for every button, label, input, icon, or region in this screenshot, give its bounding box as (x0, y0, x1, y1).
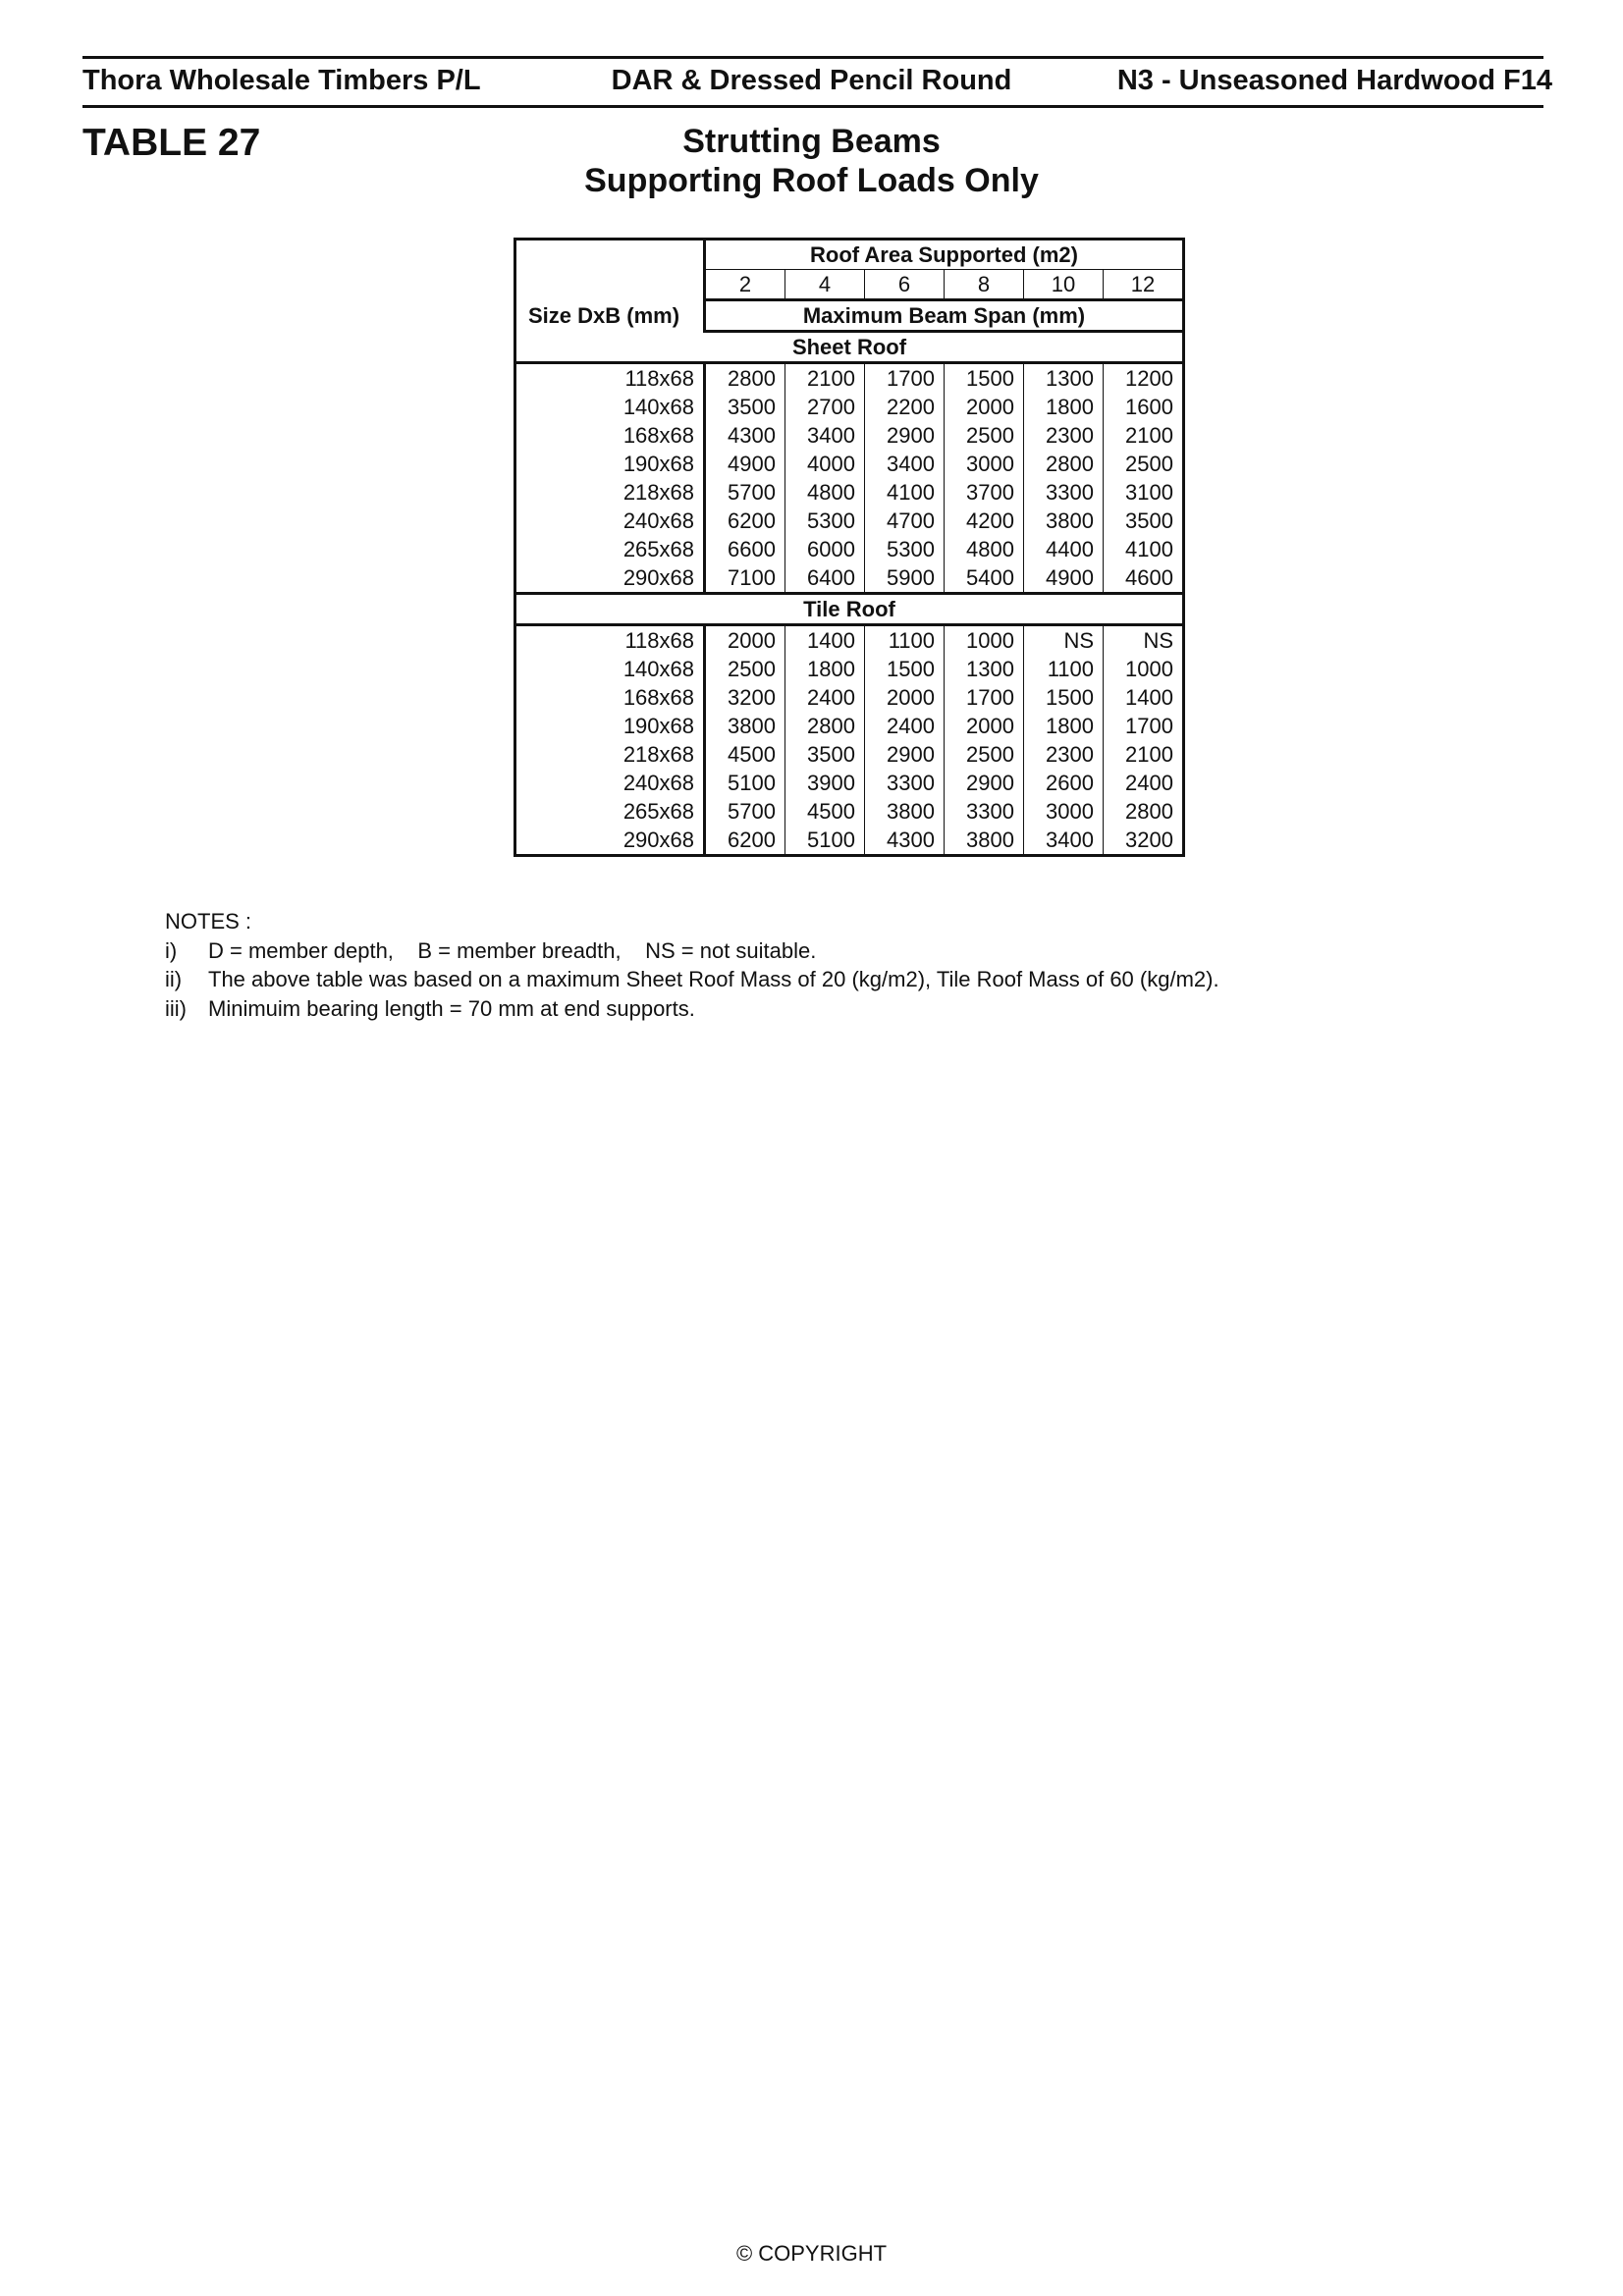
header-grade: N3 - Unseasoned Hardwood F14 (1116, 65, 1552, 96)
span-cell: 2100 (785, 363, 865, 394)
note-text: The above table was based on a maximum Sheet Roof Mass of 20 (kg/m2), Tile Roof Mass of 60 (kg/m2). (208, 967, 1219, 991)
span-table-body (515, 240, 1184, 856)
span-cell: 4500 (785, 797, 865, 826)
size-cell: 118x68 (515, 363, 705, 394)
size-cell: 118x68 (515, 625, 705, 656)
span-cell: 1700 (865, 363, 945, 394)
size-cell: 190x68 (515, 450, 705, 478)
table-row (515, 421, 1184, 450)
span-cell: 2900 (865, 421, 945, 450)
span-cell: 2000 (945, 712, 1024, 740)
span-cell: 1500 (1024, 683, 1104, 712)
table-row (515, 826, 1184, 856)
note-number: ii) (165, 967, 183, 991)
max-span-header: Maximum Beam Span (mm) (705, 300, 1184, 332)
span-cell: 1300 (1024, 363, 1104, 394)
span-cell: 3400 (785, 421, 865, 450)
span-cell: 3800 (945, 826, 1024, 856)
size-cell: 240x68 (515, 507, 705, 535)
span-cell: 2200 (865, 393, 945, 421)
size-cell: 218x68 (515, 740, 705, 769)
span-cell: 1800 (1024, 393, 1104, 421)
span-cell: 5100 (785, 826, 865, 856)
span-cell: 2400 (785, 683, 865, 712)
span-cell: 6200 (705, 826, 785, 856)
table-row (515, 363, 1184, 394)
note-number: i) (165, 937, 178, 963)
span-cell: 2500 (945, 421, 1024, 450)
span-cell: 6200 (705, 507, 785, 535)
header-company: Thora Wholesale Timbers P/L (82, 65, 481, 96)
span-cell: 3200 (705, 683, 785, 712)
span-cell: 2800 (785, 712, 865, 740)
span-cell: 1500 (945, 363, 1024, 394)
span-cell: 2800 (1024, 450, 1104, 478)
span-cell: 5700 (705, 797, 785, 826)
span-cell: 1800 (785, 655, 865, 683)
roof-area-value: 4 (785, 270, 865, 300)
span-cell: 3400 (865, 450, 945, 478)
header-rule-bottom (82, 105, 1543, 108)
span-cell: 2700 (785, 393, 865, 421)
note-item (165, 936, 1245, 966)
span-cell: 1100 (1024, 655, 1104, 683)
span-cell: 4600 (1125, 565, 1173, 590)
span-cell: 1700 (945, 683, 1024, 712)
roof-area-header: Roof Area Supported (m2) (810, 242, 1078, 267)
span-cell: 5400 (945, 563, 1024, 594)
span-cell: 1200 (1125, 366, 1173, 391)
span-cell: 3800 (1024, 507, 1104, 535)
span-cell: NS (1024, 625, 1104, 656)
span-cell: 3900 (785, 769, 865, 797)
table-row (515, 712, 1184, 740)
span-cell: 4300 (865, 826, 945, 856)
span-cell: 5700 (705, 478, 785, 507)
size-cell: 168x68 (515, 421, 705, 450)
size-header: Size DxB (mm) (515, 300, 705, 332)
span-cell: 2400 (865, 712, 945, 740)
table-row (515, 655, 1184, 683)
page-subtitle: Supporting Roof Loads Only (584, 162, 1039, 199)
span-cell: 1700 (1125, 714, 1173, 738)
span-cell: 2500 (1125, 452, 1173, 476)
table-row (515, 740, 1184, 769)
header-rule-top (82, 56, 1543, 59)
span-cell: 4200 (945, 507, 1024, 535)
table-row (515, 393, 1184, 421)
notes (165, 907, 1245, 1023)
table-row (515, 683, 1184, 712)
roof-area-value: 10 (1024, 270, 1104, 300)
span-cell: 1500 (865, 655, 945, 683)
span-cell: 4500 (705, 740, 785, 769)
span-cell: 1300 (945, 655, 1024, 683)
table-row (515, 769, 1184, 797)
span-cell: 4700 (865, 507, 945, 535)
span-cell: 2000 (945, 393, 1024, 421)
span-cell: 4900 (705, 450, 785, 478)
span-cell: 2000 (865, 683, 945, 712)
span-cell: 3700 (945, 478, 1024, 507)
span-cell: 3300 (1024, 478, 1104, 507)
span-cell: 2100 (1125, 742, 1173, 767)
roof-area-header-row (515, 240, 1184, 270)
size-cell: 290x68 (515, 563, 705, 594)
notes-heading: NOTES : (165, 909, 252, 934)
span-cell: 2400 (1125, 771, 1173, 795)
span-cell: 3000 (945, 450, 1024, 478)
section-header-row (515, 332, 1184, 363)
span-cell: 3400 (1024, 826, 1104, 856)
size-header-blank (515, 240, 705, 300)
span-cell: 6400 (785, 563, 865, 594)
span-cell: 5300 (785, 507, 865, 535)
note-text: Minimuim bearing length = 70 mm at end supports. (208, 995, 695, 1021)
note-item (165, 994, 1245, 1024)
span-cell: 1800 (1024, 712, 1104, 740)
page-title: Strutting Beams (682, 123, 941, 160)
span-cell: NS (1143, 628, 1173, 653)
size-cell: 140x68 (515, 655, 705, 683)
span-cell: 2000 (705, 625, 785, 656)
roof-area-value: 12 (1104, 270, 1184, 300)
span-cell: 3100 (1125, 480, 1173, 505)
span-cell: 4100 (865, 478, 945, 507)
span-cell: 3800 (865, 797, 945, 826)
notes-list (165, 936, 1245, 1024)
span-cell: 2800 (1125, 799, 1173, 824)
size-cell: 168x68 (515, 683, 705, 712)
table-row (515, 797, 1184, 826)
span-cell: 3300 (865, 769, 945, 797)
span-cell: 1400 (1125, 685, 1173, 710)
section-header-row (515, 594, 1184, 625)
span-cell: 3500 (1125, 508, 1173, 533)
span-cell: 4800 (945, 535, 1024, 563)
span-cell: 1600 (1125, 395, 1173, 419)
span-cell: 1400 (785, 625, 865, 656)
roof-area-value: 2 (705, 270, 785, 300)
span-cell: 3300 (945, 797, 1024, 826)
note-item (165, 965, 1245, 994)
table-row (515, 563, 1184, 594)
span-cell: 6000 (785, 535, 865, 563)
header-product: DAR & Dressed Pencil Round (611, 65, 1012, 96)
span-cell: 5100 (705, 769, 785, 797)
table-row (515, 450, 1184, 478)
span-cell: 2500 (945, 740, 1024, 769)
span-cell: 2900 (945, 769, 1024, 797)
size-cell: 265x68 (515, 535, 705, 563)
span-cell: 2500 (705, 655, 785, 683)
span-cell: 2300 (1024, 421, 1104, 450)
span-cell: 4800 (785, 478, 865, 507)
size-cell: 140x68 (515, 393, 705, 421)
span-cell: 3500 (705, 393, 785, 421)
span-cell: 1100 (865, 625, 945, 656)
span-cell: 6600 (705, 535, 785, 563)
span-cell: 2100 (1125, 423, 1173, 448)
table-row (515, 535, 1184, 563)
note-number: iii) (165, 995, 187, 1021)
table-row (515, 625, 1184, 656)
span-cell: 4900 (1024, 563, 1104, 594)
span-cell: 3500 (785, 740, 865, 769)
span-cell: 4400 (1024, 535, 1104, 563)
span-cell: 4100 (1125, 537, 1173, 561)
roof-area-value: 8 (945, 270, 1024, 300)
note-text: D = member depth, B = member breadth, NS = not suitable. (208, 937, 817, 963)
size-cell: 190x68 (515, 712, 705, 740)
span-cell: 1000 (1125, 657, 1173, 681)
span-header-row (515, 300, 1184, 332)
table-row (515, 478, 1184, 507)
span-cell: 7100 (705, 563, 785, 594)
section-header: Tile Roof (515, 594, 1184, 625)
table-number: TABLE 27 (82, 122, 261, 164)
span-cell: 2900 (865, 740, 945, 769)
span-cell: 3800 (705, 712, 785, 740)
span-cell: 2300 (1024, 740, 1104, 769)
span-table (514, 238, 1185, 857)
table-row (515, 507, 1184, 535)
size-cell: 290x68 (515, 826, 705, 856)
span-cell: 2600 (1024, 769, 1104, 797)
span-cell: 4300 (705, 421, 785, 450)
span-cell: 5900 (865, 563, 945, 594)
span-cell: 3200 (1125, 828, 1173, 852)
copyright-footer: © COPYRIGHT (735, 2241, 888, 2266)
span-cell: 4000 (785, 450, 865, 478)
span-cell: 5300 (865, 535, 945, 563)
section-header: Sheet Roof (515, 332, 1184, 363)
span-cell: 3000 (1024, 797, 1104, 826)
size-cell: 265x68 (515, 797, 705, 826)
size-cell: 218x68 (515, 478, 705, 507)
roof-area-value: 6 (865, 270, 945, 300)
size-cell: 240x68 (515, 769, 705, 797)
span-cell: 1000 (945, 625, 1024, 656)
span-cell: 2800 (705, 363, 785, 394)
